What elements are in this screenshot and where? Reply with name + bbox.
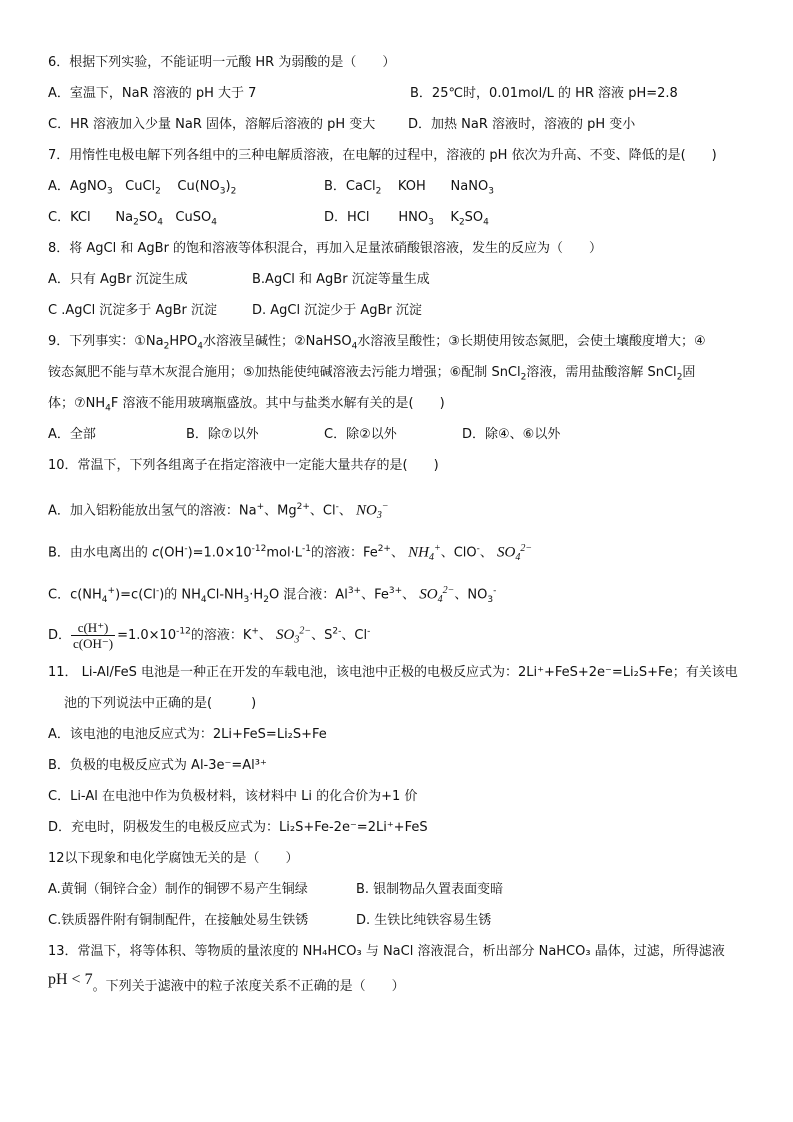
q12-options-cd [48, 910, 760, 941]
q13-line-1: 13．常温下，将等体积、等物质的量浓度的 NH₄HCO₃ 与 NaCl 溶液混合，析出部分 NaHCO₃ 晶体，过滤，所得滤液 [48, 944, 725, 959]
q9-line-3: 体；$⑦NH_4F$ 溶液不能用玻璃瓶盛放。其中与盐类水解有关的是( ) [48, 396, 445, 414]
q11-option-a: A．该电池的电池反应式为：2Li+FeS=Li₂S+Fe [48, 727, 327, 742]
q11-option-c: C．Li-Al 在电池中作为负极材料，该材料中 Li 的化合价为+1 价 [48, 789, 418, 804]
q9-option-b: B．除⑦以外 [186, 427, 259, 442]
q8-option-d: D. AgCl 沉淀少于 AgBr 沉淀 [252, 303, 422, 318]
q10-fraction: $\frac{c(H^+)}{c(OH^-)}$ [73, 620, 114, 651]
q9-line-2: 铵态氮肥不能与草木灰混合施用；⑤加热能使纯碱溶液去污能力增强；⑥配制 SnCl$_2$溶液，需用盐酸溶解 SnCl$_2$固 [48, 365, 696, 383]
q8-option-a: A．只有 AgBr 沉淀生成 [48, 272, 188, 287]
q6-option-d: D．加热 NaR 溶液时，溶液的 pH 变小 [408, 117, 636, 132]
q12-option-d: D. 生铁比纯铁容易生锈 [356, 913, 492, 928]
q12-option-b: B. 银制物品久置表面变暗 [356, 882, 504, 897]
q8-option-c: C .AgCl 沉淀多于 AgBr 沉淀 [48, 303, 217, 318]
q10-option-b: B．由水电离出的 $c(OH^-)=1.0\times 10^{-12}mol\cdot L^{-1}$的溶液：$Fe^{2+}$、 $NH_4^+$、ClO-、 $SO_4^{2-}$ [48, 543, 533, 563]
q9-option-d: D．除④、⑥以外 [462, 427, 561, 442]
q9-option-c: C．除②以外 [324, 427, 397, 442]
q6-option-c: C．HR 溶液加入少量 NaR 固体，溶解后溶液的 pH 变大 [48, 117, 376, 132]
q10-option-d: D． $\frac{c(H^+)}{c(OH^-)}$ $=1.0\times 10^{-12}$的溶液：K+、 $SO_3^{2-}$、$S^{2-}$、Cl- [48, 620, 371, 651]
q9-options [48, 424, 760, 455]
q10-option-c: C．$c(NH_4^+)=c(Cl^-)$的 $NH_4Cl-NH_3\cdot H_2O$ 混合液：$Al^{3+}$、$Fe^{3+}$、 $SO_4^{2-}$、$NO_3^-$ [48, 585, 497, 605]
q9-line-1: 9．下列事实：$①Na_2HPO_4$水溶液呈碱性；②NaHSO$_4$水溶液呈酸性；③长期使用铵态氮肥，会使土壤酸度增大；④ [48, 334, 706, 352]
q6-stem [48, 52, 760, 83]
q10-stem-text: 10．常温下，下列各组离子在指定溶液中一定能大量共存的是( ) [48, 458, 439, 473]
q10-option-a: A．加入铝粉能放出氢气的溶液：Na+、$Mg^{2+}$、Cl-、 $NO_3^-$ [48, 501, 389, 521]
exam-page [48, 52, 760, 1008]
q6-options-cd [48, 114, 760, 145]
q8-stem-text: 8．将 AgCl 和 AgBr 的饱和溶液等体积混合，再加入足量浓硝酸银溶液，发生的反应为（ ） [48, 241, 603, 256]
q7-stem [48, 145, 760, 176]
q13-ph: pH < 7 [48, 971, 93, 988]
q9-option-a: A．全部 [48, 427, 96, 442]
q11-option-b: B．负极的电极反应式为 Al-3e⁻=Al³⁺ [48, 758, 267, 773]
q12-option-c: C.铁质器件附有铜制配件，在接触处易生铁锈 [48, 913, 309, 928]
q6-option-b: B．25℃时，0.01mol/L 的 HR 溶液 pH=2.8 [410, 86, 678, 101]
q6-stem-text: 6．根据下列实验，不能证明一元酸 HR 为弱酸的是（ ） [48, 55, 396, 70]
q6-option-a: A．室温下，NaR 溶液的 pH 大于 7 [48, 86, 257, 101]
q8-stem [48, 238, 760, 269]
q8-options-ab [48, 269, 760, 300]
q7-option-c: C．KCl $Na_2SO_4$ CuSO$_4$ [48, 210, 217, 228]
q11-line-1: 11． Li-Al/FeS 电池是一种正在开发的车载电池，该电池中正极的电极反应式为：2Li⁺+FeS+2e⁻=Li₂S+Fe；有关该电 [48, 665, 738, 680]
q8-options-cd [48, 300, 760, 331]
q7-option-d: D．HCl $HNO_3$ $K_2SO_4$ [324, 210, 489, 228]
q10-stem [48, 455, 760, 486]
q11-option-d: D．充电时，阴极发生的电极反应式为：Li₂S+Fe-2e⁻=2Li⁺+FeS [48, 820, 428, 835]
q7-options-ab [48, 176, 760, 207]
q7-stem-text: 7．用惰性电极电解下列各组中的三种电解质溶液，在电解的过程中，溶液的 pH 依次为升高、不变、降低的是( ) [48, 148, 717, 163]
q12-options-ab [48, 879, 760, 910]
q12-stem: 12以下现象和电化学腐蚀无关的是（ ） [48, 851, 299, 866]
q11-line-2: 池的下列说法中正确的是( ) [64, 696, 257, 711]
q6-options-ab [48, 83, 760, 114]
q7-option-a: A．AgNO$_3$ CuCl$_2$ $Cu(NO_3)_2$ [48, 179, 237, 197]
q7-options-cd [48, 207, 760, 238]
q8-option-b: B.AgCl 和 AgBr 沉淀等量生成 [252, 272, 430, 287]
q13-line-2: pH < 7。下列关于滤液中的粒子浓度关系不正确的是（ ） [48, 971, 405, 994]
q7-option-b: B．CaCl$_2$ KOH NaNO$_3$ [324, 179, 494, 197]
q12-option-a: A.黄铜（铜锌合金）制作的铜锣不易产生铜绿 [48, 882, 308, 897]
